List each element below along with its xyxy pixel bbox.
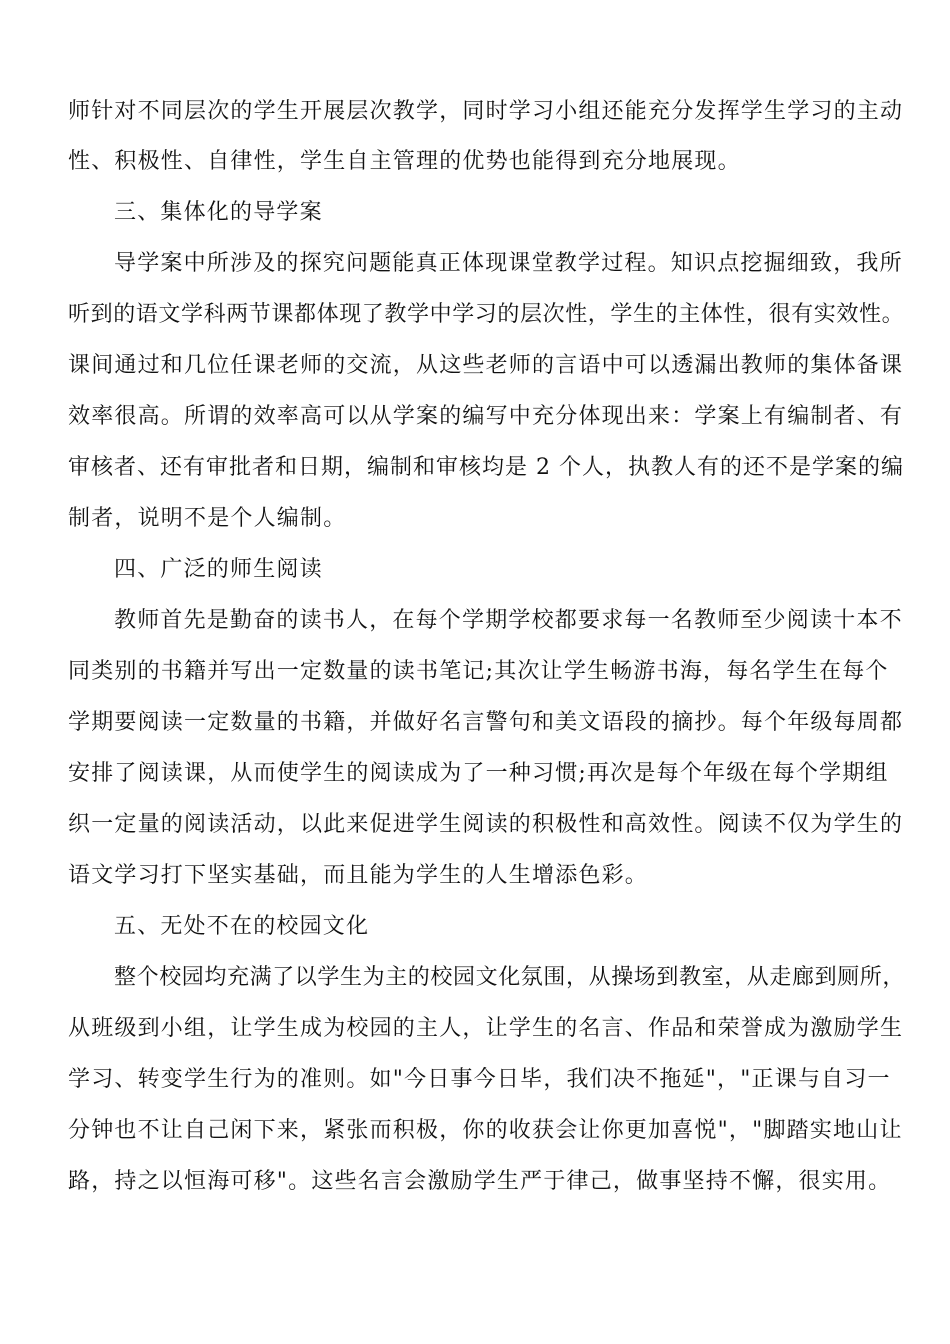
paragraph-line: 课间通过和几位任课老师的交流，从这些老师的言语中可以透漏出教师的集体备课 [68,353,904,378]
paragraph-line: 听到的语文学科两节课都体现了教学中学习的层次性，学生的主体性，很有实效性。 [68,302,905,327]
section-heading: 四、广泛的师生阅读 [114,557,323,582]
paragraph-line: 语文学习打下坚实基础，而且能为学生的人生增添色彩。 [68,863,649,888]
paragraph-line: 同类别的书籍并写出一定数量的读书笔记;其次让学生畅游书海，每名学生在每个 [68,659,889,684]
section-heading: 三、集体化的导学案 [114,200,323,225]
paragraph-line: 学期要阅读一定数量的书籍，并做好名言警句和美文语段的摘抄。每个年级每周都 [68,710,904,735]
paragraph-line: 效率很高。所谓的效率高可以从学案的编写中充分体现出来：学案上有编制者、有 [68,404,904,429]
paragraph-line: 学习、转变学生行为的准则。如"今日事今日毕，我们决不拖延"，"正课与自习一 [68,1067,891,1092]
paragraph-line: 整个校园均充满了以学生为主的校园文化氛围，从操场到教室，从走廊到厕所， [114,965,906,990]
paragraph-line: 制者，说明不是个人编制。 [68,506,347,531]
paragraph-line: 导学案中所涉及的探究问题能真正体现课堂教学过程。知识点挖掘细致，我所 [114,251,903,276]
paragraph-line: 织一定量的阅读活动，以此来促进学生阅读的积极性和高效性。阅读不仅为学生的 [68,812,904,837]
paragraph-line: 分钟也不让自己闲下来，紧张而积极，你的收获会让你更加喜悦"，"脚踏实地山让 [68,1118,903,1143]
paragraph-line: 审核者、还有审批者和日期，编制和审核均是 2 个人，执教人有的还不是学案的编 [68,455,904,480]
paragraph-line: 性、积极性、自律性，学生自主管理的优势也能得到充分地展现。 [68,149,741,174]
paragraph-line: 教师首先是勤奋的读书人，在每个学期学校都要求每一名教师至少阅读十本不 [114,608,903,633]
paragraph-line: 师针对不同层次的学生开展层次教学，同时学习小组还能充分发挥学生学习的主动 [68,99,904,124]
paragraph-line: 路，持之以恒海可移"。这些名言会激励学生严于律己，做事坚持不懈，很实用。 [68,1169,892,1194]
section-heading: 五、无处不在的校园文化 [114,914,370,939]
paragraph-line: 从班级到小组，让学生成为校园的主人，让学生的名言、作品和荣誉成为激励学生 [68,1016,904,1041]
paragraph-line: 安排了阅读课，从而使学生的阅读成为了一种习惯;再次是每个年级在每个学期组 [68,761,889,786]
